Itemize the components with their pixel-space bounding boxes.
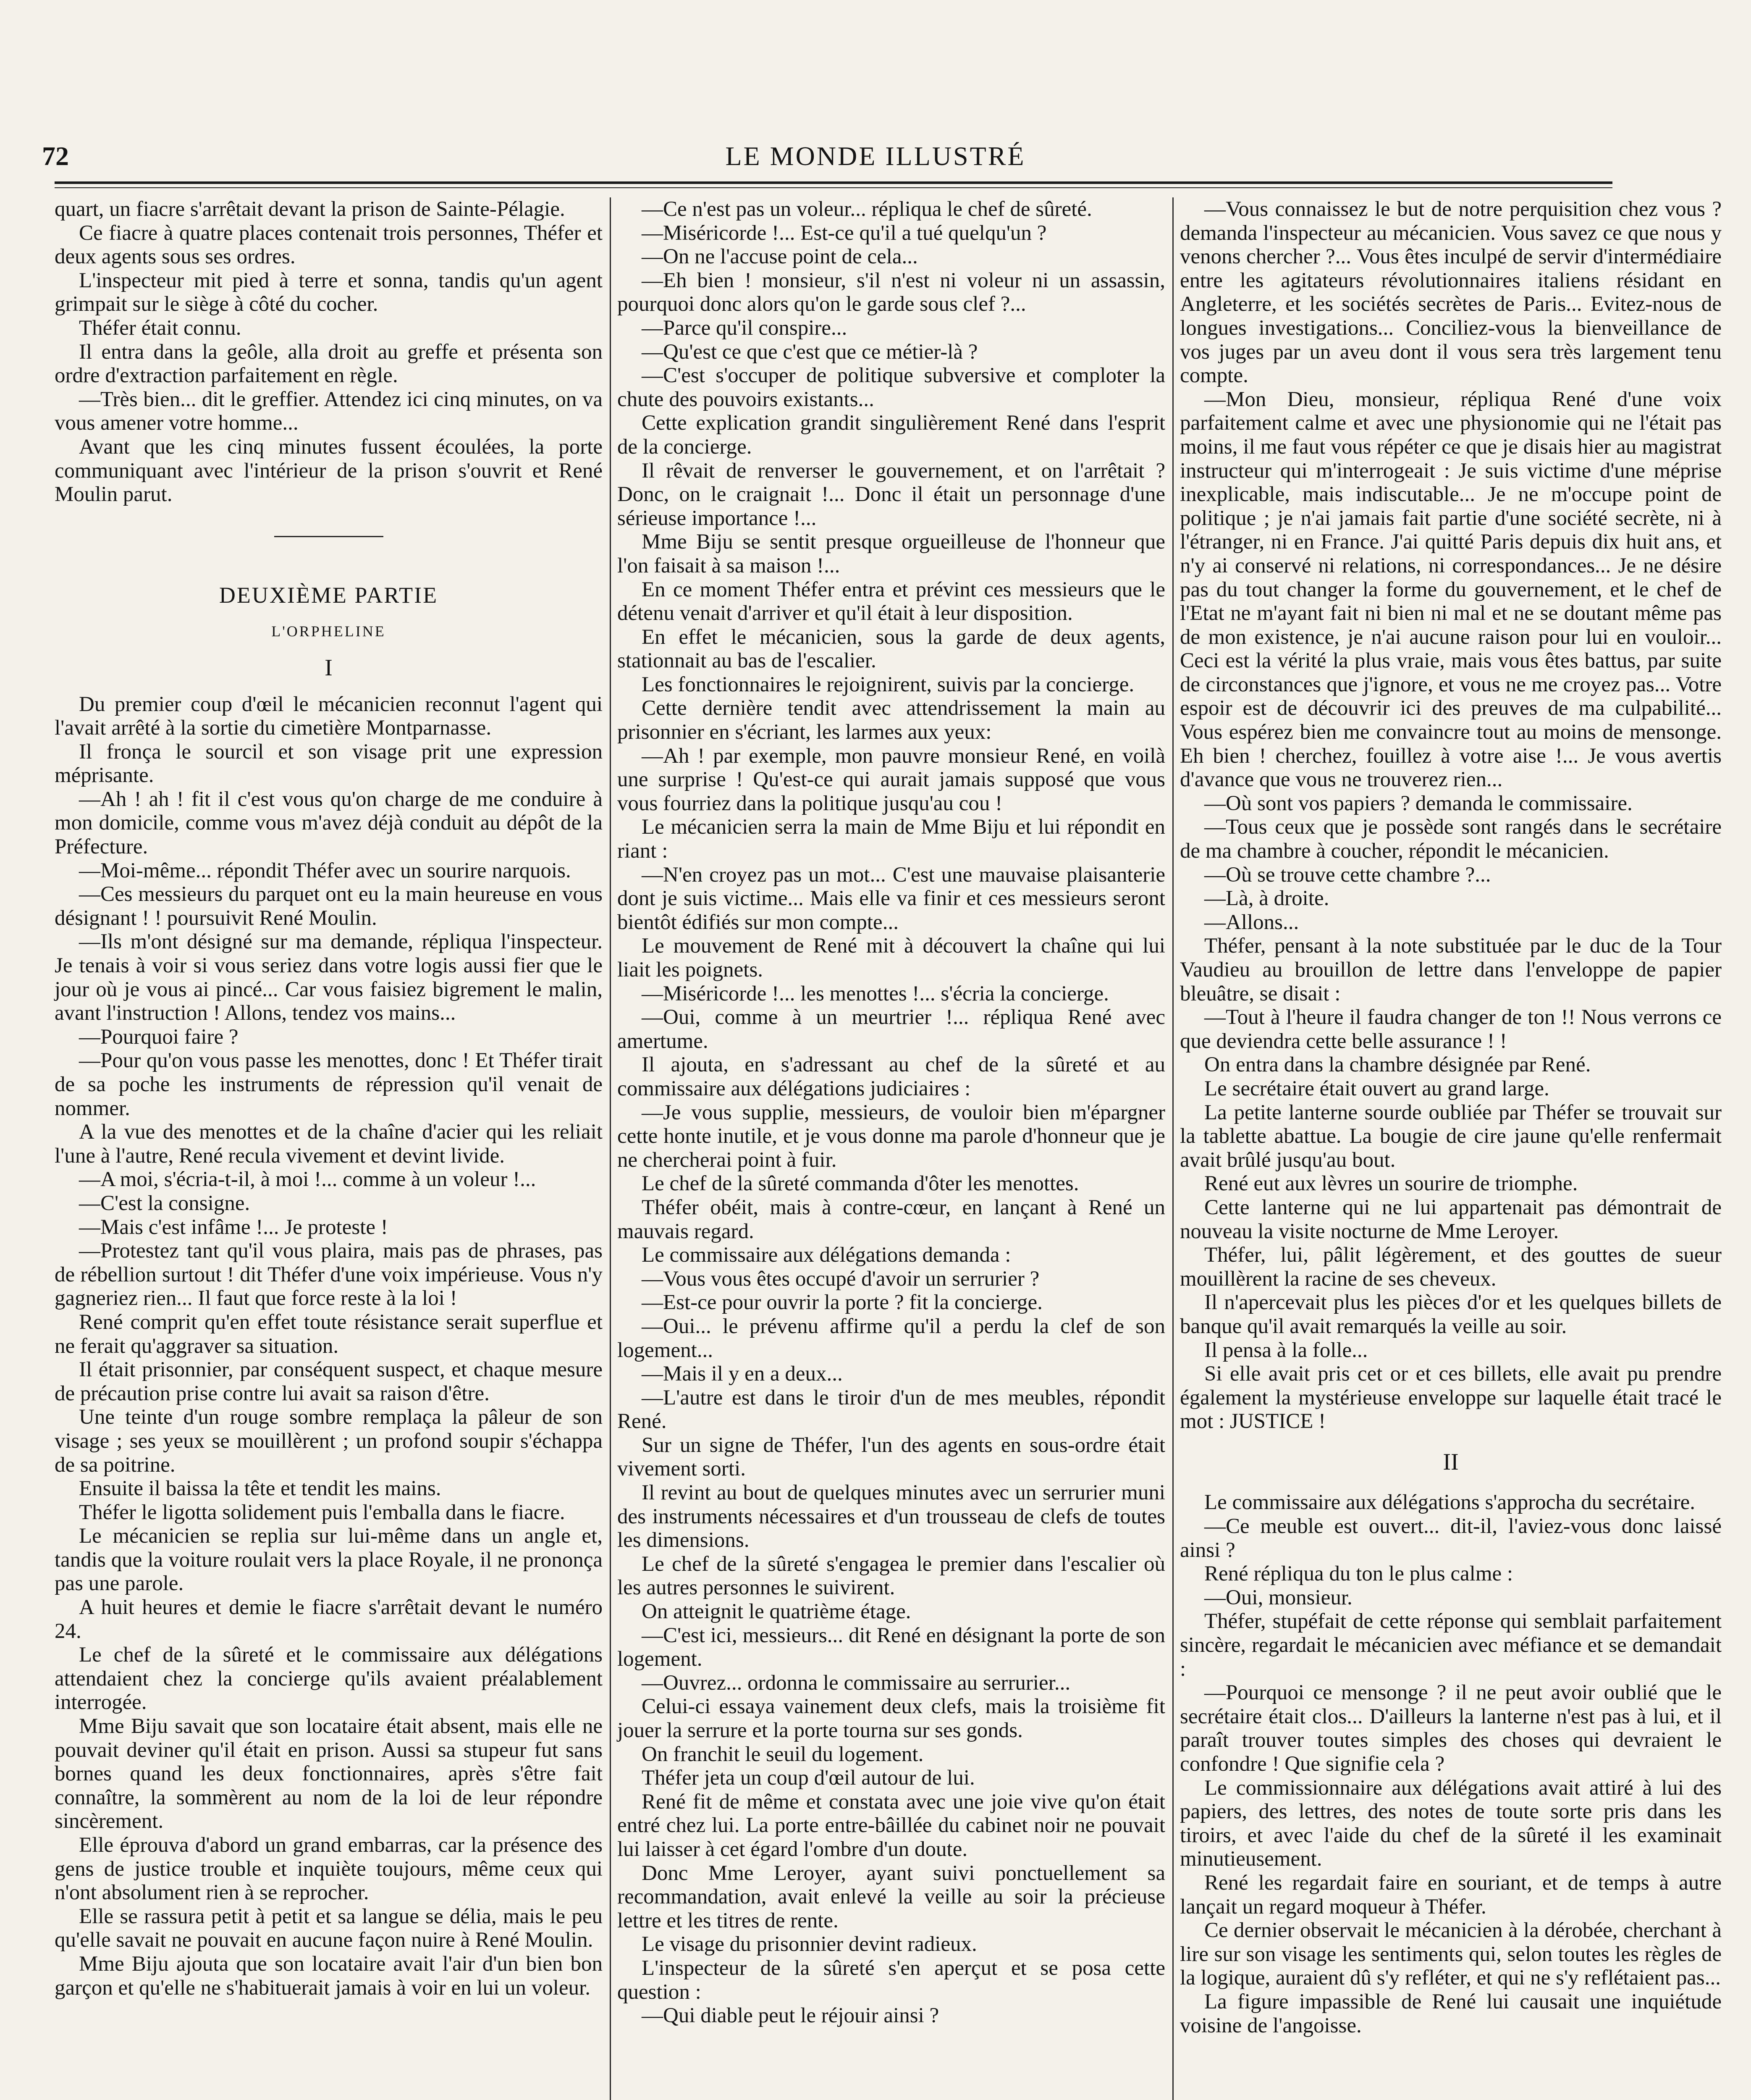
paragraph: René eut aux lèvres un sourire de triomphe. <box>1204 1172 1578 1196</box>
paragraph: Mme Biju ajouta que son locataire avait l'air d'un bien bon garçon et qu'elle ne s'habituerait jamais à voir en lui un voleur. <box>55 1952 603 2000</box>
paragraph: La petite lanterne sourde oubliée par Théfer se trouvait sur la tablette abattue. La bougie de cire jaune qu'elle renfermait avait brûlé jusqu'au bout. <box>1180 1100 1722 1172</box>
paragraph: Le chef de la sûreté et le commissaire aux délégations attendaient chez la concierge qu'ils avaient préalablement interrogée. <box>55 1643 603 1714</box>
column-divider <box>1172 197 1174 2100</box>
paragraph: Théfer, pensant à la note substituée par le duc de la Tour Vaudieu au brouillon de lettre dans l'enveloppe de papier bleuâtre, se disait : <box>1180 934 1722 1005</box>
paragraph: L'inspecteur mit pied à terre et sonna, tandis qu'un agent grimpait sur le siège à côté du cocher. <box>55 268 603 316</box>
column-3-paragraphs-top <box>1180 197 1722 1433</box>
paragraph: —C'est la consigne. <box>79 1191 250 1215</box>
paragraph: —Ils m'ont désigné sur ma demande, répliqua l'inspecteur. Je tenais à voir si vous seriez dans votre logis aussi fier que le jour où je vous ai pincé... Car vous faisiez bigrement le malin, avant l'instruction ! Allons, tendez vos mains... <box>55 930 603 1025</box>
paragraph: —Ouvrez... ordonna le commissaire au serrurier... <box>642 1671 1071 1695</box>
paragraph: René fit de même et constata avec une joie vive qu'on était entré chez lui. La porte entre-bâillée du cabinet noir ne pouvait lui laisser à cet égard l'ombre d'un doute. <box>617 1790 1165 1861</box>
paragraph: Ensuite il baissa la tête et tendit les mains. <box>79 1477 441 1501</box>
column-3-paragraphs-bottom <box>1180 1491 1722 2037</box>
paragraph: Il n'apercevait plus les pièces d'or et les quelques billets de banque qu'il avait remarqués la veille au soir. <box>1180 1291 1722 1338</box>
text-column-1 <box>55 197 603 2000</box>
paragraph: —Est-ce pour ouvrir la porte ? fit la concierge. <box>642 1291 1043 1315</box>
paragraph: Les fonctionnaires le rejoignirent, suivis par la concierge. <box>642 672 1135 696</box>
paragraph: Le commissionnaire aux délégations avait attiré à lui des papiers, des lettres, des notes de toute sorte pris dans les tiroirs, et avec l'aide du chef de la sûreté il les examinait minutieusement. <box>1180 1776 1722 1871</box>
paragraph: —Très bien... dit le greffier. Attendez ici cinq minutes, on va vous amener votre homme... <box>55 387 603 435</box>
paragraph: Si elle avait pris cet or et ces billets, elle avait pu prendre également la mystérieuse enveloppe sur laquelle était tracé le mot : JUSTICE ! <box>1180 1362 1722 1433</box>
paragraph: —Pour qu'on vous passe les menottes, donc ! Et Théfer tirait de sa poche les instruments de répression qu'il venait de nommer. <box>55 1049 603 1120</box>
paragraph: Le mécanicien serra la main de Mme Biju et lui répondit en riant : <box>617 815 1165 863</box>
paragraph: Il ajouta, en s'adressant au chef de la sûreté et au commissaire aux délégations judiciaires : <box>617 1053 1165 1100</box>
paragraph: quart, un fiacre s'arrêtait devant la prison de Sainte-Pélagie. <box>55 197 565 221</box>
paragraph: Ce dernier observait le mécanicien à la dérobée, cherchant à lire sur son visage les sentiments qui, selon toutes les règles de la logique, auraient dû s'y refléter, et qui ne s'y reflétaient pas... <box>1180 1919 1722 1990</box>
chapter-number: II <box>1443 1449 1459 1475</box>
paragraph: Cette lanterne qui ne lui appartenait pas démontrait de nouveau la visite nocturne de Mme Leroyer. <box>1180 1195 1722 1243</box>
paragraph: On entra dans la chambre désignée par René. <box>1204 1053 1591 1077</box>
paragraph: —Mais il y en a deux... <box>642 1362 843 1386</box>
paragraph: A la vue des menottes et de la chaîne d'acier qui les reliait l'une à l'autre, René recula vivement et devint livide. <box>55 1120 603 1168</box>
paragraph: —Allons... <box>1204 910 1299 934</box>
paragraph: —Oui, monsieur. <box>1204 1586 1353 1609</box>
column-2-paragraphs <box>617 197 1165 2028</box>
paragraph: —Ah ! par exemple, mon pauvre monsieur René, en voilà une surprise ! Qu'est-ce qui aurait jamais supposé que vous vous fourriez dans la politique jusqu'au cou ! <box>617 744 1165 815</box>
masthead-title: LE MONDE ILLUSTRÉ <box>725 141 1026 171</box>
paragraph: —Parce qu'il conspire... <box>642 316 847 340</box>
column-1-paragraphs-bottom <box>55 693 603 2000</box>
paragraph: Donc Mme Leroyer, ayant suivi ponctuellement sa recommandation, avait enlevé la veille au soir la précieuse lettre et les titres de rente. <box>617 1861 1165 1932</box>
paragraph: Théfer, stupéfait de cette réponse qui semblait parfaitement sincère, regardait le mécanicien avec méfiance et se demandait : <box>1180 1609 1722 1681</box>
paragraph: L'inspecteur de la sûreté s'en aperçut et se posa cette question : <box>617 1956 1165 2004</box>
paragraph: Il pensa à la folle... <box>1204 1338 1368 1362</box>
paragraph: —C'est s'occuper de politique subversive et comploter la chute des pouvoirs existants... <box>617 364 1165 411</box>
paragraph: —L'autre est dans le tiroir d'un de mes meubles, répondit René. <box>617 1386 1165 1433</box>
paragraph: Il revint au bout de quelques minutes avec un serrurier muni des instruments nécessaires et d'un trousseau de clefs de toutes les dimensions. <box>617 1481 1165 1552</box>
paragraph: René les regardait faire en souriant, et de temps à autre lançait un regard moqueur à Théfer. <box>1180 1871 1722 1919</box>
paragraph: Le mécanicien se replia sur lui-même dans un angle et, tandis que la voiture roulait vers la place Royale, il ne prononça pas une parole. <box>55 1524 603 1596</box>
paragraph: Avant que les cinq minutes fussent écoulées, la porte communiquant avec l'intérieur de la prison s'ouvrit et René Moulin parut. <box>55 435 603 507</box>
paragraph: Une teinte d'un rouge sombre remplaça la pâleur de son visage ; ses yeux se mouillèrent ; un profond soupir s'échappa de sa poitrine. <box>55 1405 603 1477</box>
paragraph: —N'en croyez pas un mot... C'est une mauvaise plaisanterie dont je suis victime... Mais elle va finir et ces messieurs seront bientôt édifiés sur mon compte... <box>617 863 1165 934</box>
paragraph: Cette explication grandit singulièrement René dans l'esprit de la concierge. <box>617 411 1165 459</box>
paragraph: —Moi-même... répondit Théfer avec un sourire narquois. <box>79 858 571 882</box>
paragraph: —Ce n'est pas un voleur... répliqua le chef de sûreté. <box>642 197 1092 221</box>
paragraph: On franchit le seuil du logement. <box>642 1742 924 1766</box>
paragraph: Il rêvait de renverser le gouvernement, et on l'arrêtait ? Donc, on le craignait !... Donc il était un personnage d'une sérieuse importance !... <box>617 459 1165 530</box>
paragraph: Du premier coup d'œil le mécanicien reconnut l'agent qui l'avait arrêté à la sortie du cimetière Montparnasse. <box>55 692 603 740</box>
paragraph: —On ne l'accuse point de cela... <box>642 245 918 269</box>
column-1-paragraphs-top <box>55 197 603 507</box>
paragraph: —Qui diable peut le réjouir ainsi ? <box>642 2004 939 2028</box>
paragraph: René répliqua du ton le plus calme : <box>1204 1562 1513 1586</box>
paragraph: Sur un signe de Théfer, l'un des agents en sous-ordre était vivement sorti. <box>617 1433 1165 1481</box>
paragraph: Théfer, lui, pâlit légèrement, et des gouttes de sueur mouillèrent la racine de ses cheveux. <box>1180 1243 1722 1291</box>
paragraph: En effet le mécanicien, sous la garde de deux agents, stationnait au bas de l'escalier. <box>617 625 1165 673</box>
paragraph: Théfer le ligotta solidement puis l'emballa dans le fiacre. <box>79 1500 565 1524</box>
paragraph: —Vous vous êtes occupé d'avoir un serrurier ? <box>642 1267 1040 1291</box>
paragraph: —Miséricorde !... Est-ce qu'il a tué quelqu'un ? <box>642 221 1047 245</box>
paragraph: —Pourquoi faire ? <box>79 1025 239 1049</box>
paragraph: —Oui... le prévenu affirme qu'il a perdu la clef de son logement... <box>617 1314 1165 1362</box>
paragraph: —Vous connaissez le but de notre perquisition chez vous ? demanda l'inspecteur au mécanicien. Vous savez ce que nous y venons chercher ?... Vous êtes inculpé de servir d'intermédiaire entre les agitateurs révolutionnaires italiens résidant en Angleterre, et les sociétés secrètes de Paris... Evitez-nous de longues investigations... Conciliez-vous la bienveillance de vos juges par un aveu dont il vous sera très largement tenu compte. <box>1180 197 1722 388</box>
page-number: 72 <box>42 141 69 171</box>
paragraph: —Où se trouve cette chambre ?... <box>1204 863 1491 887</box>
paragraph: On atteignit le quatrième étage. <box>642 1600 911 1624</box>
paragraph: —Pourquoi ce mensonge ? il ne peut avoir oublié que le secrétaire était clos... D'ailleurs la lanterne n'est pas à lui, et il paraît trouver toutes simples des choses qui devraient le confondre ! Que signifie cela ? <box>1180 1681 1722 1776</box>
column-divider <box>610 197 611 2100</box>
header-rule <box>55 181 1612 184</box>
paragraph: Il était prisonnier, par conséquent suspect, et chaque mesure de précaution prise contre lui avait sa raison d'être. <box>55 1358 603 1405</box>
paragraph: Le mouvement de René mit à découvert la chaîne qui lui liait les poignets. <box>617 934 1165 982</box>
paragraph: —Ces messieurs du parquet ont eu la main heureuse en vous désignant ! ! poursuivit René Moulin. <box>55 882 603 930</box>
paragraph: Le chef de la sûreté s'engagea le premier dans l'escalier où les autres personnes le suivirent. <box>617 1552 1165 1600</box>
paragraph: —A moi, s'écria-t-il, à moi !... comme à un voleur !... <box>79 1168 536 1192</box>
section-title: DEUXIÈME PARTIE <box>219 582 438 608</box>
paragraph: Il fronça le sourcil et son visage prit une expression méprisante. <box>55 740 603 788</box>
section-subtitle: L'ORPHELINE <box>271 623 386 640</box>
paragraph: —Ah ! ah ! fit il c'est vous qu'on charge de me conduire à mon domicile, comme vous m'avez déjà conduit au dépôt de la Préfecture. <box>55 787 603 859</box>
paragraph: Le chef de la sûreté commanda d'ôter les menottes. <box>642 1172 1079 1196</box>
paragraph: A huit heures et demie le fiacre s'arrêtait devant le numéro 24. <box>55 1596 603 1643</box>
paragraph: Théfer était connu. <box>79 316 241 340</box>
paragraph: —Mon Dieu, monsieur, répliqua René d'une voix parfaitement calme et avec une physionomie qui ne l'était pas moins, il me faut vous répéter ce que je disais hier au magistrat instructeur qui m'interrogeait : Je suis victime d'une méprise inexplicable, mais indiscutable... Je ne m'occupe point de politique ; je n'ai jamais fait partie d'une société secrète, ni à l'étranger, ni en France. J'ai quitté Paris depuis dix huit ans, et n'y ai conservé ni relations, ni correspondances... Je ne désire pas du tout changer la forme du gouvernement, et le chef de l'Etat ne m'ayant fait ni bien ni mal et ne se doutant même pas de mon existence, je n'ai aucune raison pour lui en vouloir... Ceci est la vérité la plus vraie, mais vous êtes battus, par suite de circonstances que j'ignore, et vous ne me croyez pas... Votre espoir est de découvrir ici des preuves de ma culpabilité... Vous espérez bien me convaincre tout au moins de mensonge. Eh bien ! cherchez, fouillez à votre aise !... Je vous avertis d'avance que vous ne trouverez rien... <box>1180 387 1722 792</box>
paragraph: Le visage du prisonnier devint radieux. <box>642 1932 977 1956</box>
paragraph: —Où sont vos papiers ? demanda le commissaire. <box>1204 791 1633 815</box>
paragraph: Mme Biju savait que son locataire était absent, mais elle ne pouvait deviner qu'il était en prison. Aussi sa stupeur fut sans bornes quand les deux fonctionnaires, après s'être fait connaître, la sommèrent au nom de la loi de leur répondre sincèrement. <box>55 1714 603 1833</box>
paragraph: —Mais c'est infâme !... Je proteste ! <box>79 1215 388 1239</box>
chapter-number: I <box>325 654 333 681</box>
paragraph: Ce fiacre à quatre places contenait trois personnes, Théfer et deux agents sous ses ordres. <box>55 221 603 269</box>
paragraph: Elle se rassura petit à petit et sa langue se délia, mais le peu qu'elle savait ne pouvait en aucune façon nuire à René Moulin. <box>55 1904 603 1952</box>
header-rule-thin <box>55 187 1612 188</box>
paragraph: —Je vous supplie, messieurs, de vouloir bien m'épargner cette honte inutile, et je vous donne ma parole d'honneur que je ne chercherai point à fuir. <box>617 1100 1165 1172</box>
section-divider <box>274 536 383 537</box>
paragraph: Le commissaire aux délégations s'approcha du secrétaire. <box>1204 1491 1695 1515</box>
text-column-2 <box>617 197 1165 2028</box>
text-column-3 <box>1180 197 1722 2037</box>
paragraph: La figure impassible de René lui causait une inquiétude voisine de l'angoisse. <box>1180 1990 1722 2037</box>
paragraph: —Eh bien ! monsieur, s'il n'est ni voleur ni un assassin, pourquoi donc alors qu'on le garde sous clef ?... <box>617 268 1165 316</box>
paragraph: René comprit qu'en effet toute résistance serait superflue et ne ferait qu'aggraver sa situation. <box>55 1310 603 1358</box>
paragraph: Celui-ci essaya vainement deux clefs, mais la troisième fit jouer la serrure et la porte tourna sur ses gonds. <box>617 1695 1165 1742</box>
paragraph: —Qu'est ce que c'est que ce métier-là ? <box>642 340 978 364</box>
paragraph: Elle éprouva d'abord un grand embarras, car la présence des gens de justice trouble et inquiète toujours, même ceux qui n'ont absolument rien à se reprocher. <box>55 1833 603 1905</box>
paragraph: —Protestez tant qu'il vous plaira, mais pas de phrases, pas de rébellion surtout ! dit Théfer d'une voix impérieuse. Vous n'y gagneriez rien... Il faut que force reste à la loi ! <box>55 1239 603 1310</box>
paragraph: —Là, à droite. <box>1204 887 1329 911</box>
paragraph: Théfer jeta un coup d'œil autour de lui. <box>642 1766 975 1790</box>
paragraph: —Oui, comme à un meurtrier !... répliqua René avec amertume. <box>617 1005 1165 1053</box>
paragraph: —C'est ici, messieurs... dit René en désignant la porte de son logement. <box>617 1623 1165 1671</box>
paragraph: Le commissaire aux délégations demanda : <box>642 1243 1011 1267</box>
paragraph: En ce moment Théfer entra et prévint ces messieurs que le détenu venait d'arriver et qu'il était à leur disposition. <box>617 578 1165 625</box>
paragraph: Mme Biju se sentit presque orgueilleuse de l'honneur que l'on faisait à sa maison !... <box>617 530 1165 578</box>
paragraph: —Ce meuble est ouvert... dit-il, l'aviez-vous donc laissé ainsi ? <box>1180 1515 1722 1562</box>
paragraph: —Miséricorde !... les menottes !... s'écria la concierge. <box>642 982 1109 1005</box>
paragraph: Théfer obéit, mais à contre-cœur, en lançant à René un mauvais regard. <box>617 1195 1165 1243</box>
paragraph: Il entra dans la geôle, alla droit au greffe et présenta son ordre d'extraction parfaitement en règle. <box>55 340 603 388</box>
paragraph: —Tout à l'heure il faudra changer de ton !! Nous verrons ce que deviendra cette belle assurance ! ! <box>1180 1005 1722 1053</box>
paragraph: —Tous ceux que je possède sont rangés dans le secrétaire de ma chambre à coucher, répondit le mécanicien. <box>1180 815 1722 863</box>
paragraph: Cette dernière tendit avec attendrissement la main au prisonnier en s'écriant, les larmes aux yeux: <box>617 696 1165 744</box>
paragraph: Le secrétaire était ouvert au grand large. <box>1204 1076 1549 1100</box>
